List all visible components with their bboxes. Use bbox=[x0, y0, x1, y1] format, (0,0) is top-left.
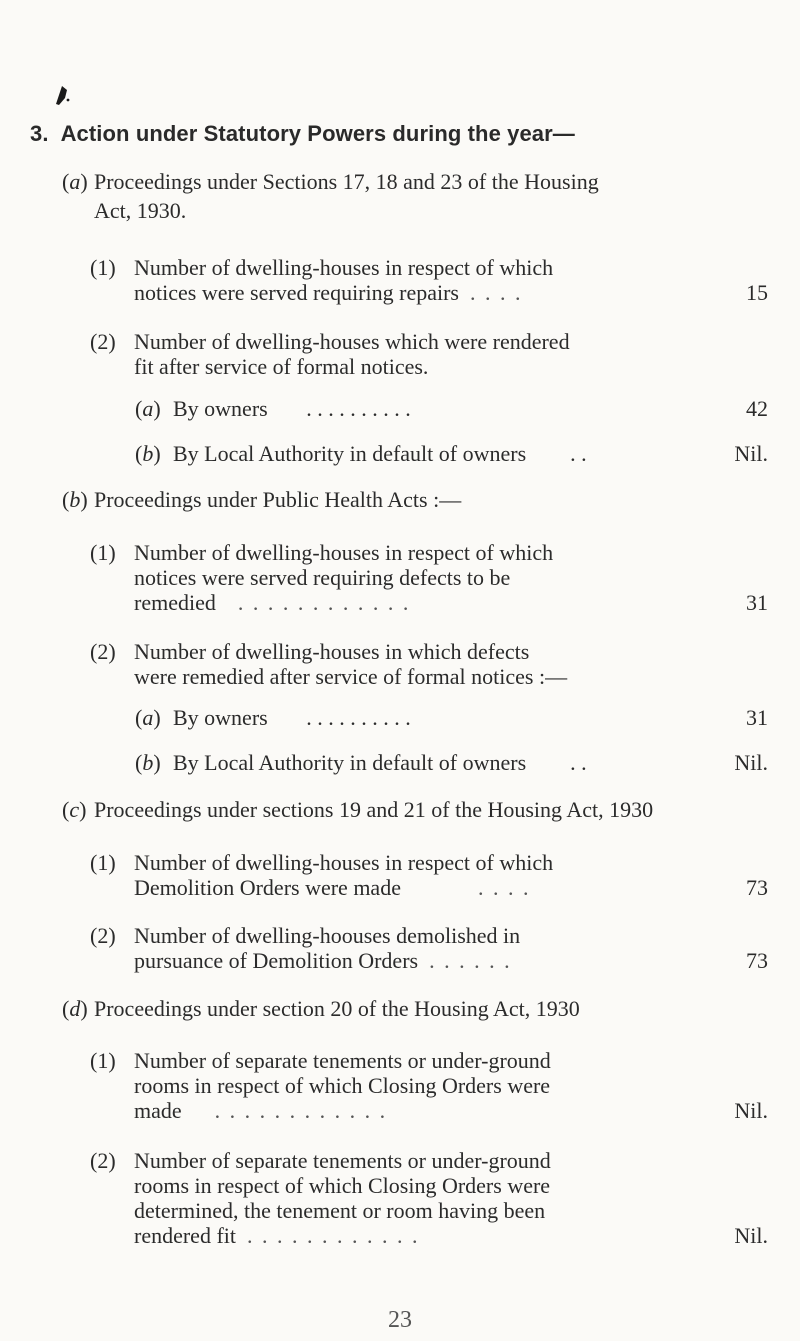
heading-number: 3. bbox=[30, 121, 49, 146]
section-a-sub-a: (a) By owners . . . . . . . . . . bbox=[135, 396, 411, 421]
section-d-item-1: (1) Number of separate tenements or under-ground rooms in respect of which Closing Orders were made . . . . . . . . . . . . bbox=[90, 1048, 551, 1123]
section-b-sub-b: (b) By Local Authority in default of owners . . bbox=[135, 750, 587, 775]
section-a-sub-b: (b) By Local Authority in default of owners . . bbox=[135, 441, 587, 466]
section-b-sub-b-value: Nil. bbox=[734, 750, 768, 775]
section-b-item-1: (1) Number of dwelling-houses in respect of which notices were served requiring defects to be remedied . . . . . . . . . . . . bbox=[90, 540, 554, 615]
ink-mark-icon bbox=[53, 84, 71, 106]
section-b-title: (b) Proceedings under Public Health Acts :— bbox=[62, 487, 462, 512]
page-number: 23 bbox=[388, 1307, 412, 1333]
section-b-item-2: (2) Number of dwelling-houses in which defects were remedied after service of formal notices :— bbox=[90, 639, 568, 689]
section-c-item-2-value: 73 bbox=[746, 948, 768, 973]
section-d-item-1-value: Nil. bbox=[734, 1098, 768, 1123]
heading-text: Action under Statutory Powers during the year— bbox=[60, 121, 575, 146]
section-a-item-2: (2) Number of dwelling-houses which were rendered fit after service of formal notices. bbox=[90, 329, 570, 379]
section-b-sub-a: (a) By owners . . . . . . . . . . bbox=[135, 705, 411, 730]
section-d-title: (d) Proceedings under section 20 of the Housing Act, 1930 bbox=[62, 996, 580, 1021]
section-a-title: (a) Proceedings under Sections 17, 18 and 23 of the Housing Act, 1930. bbox=[62, 169, 599, 223]
section-a-sub-a-value: 42 bbox=[746, 396, 768, 421]
section-a-sub-b-value: Nil. bbox=[734, 441, 768, 466]
section-a-item-1: (1) Number of dwelling-houses in respect of which notices were served requiring repairs . . . . bbox=[90, 255, 554, 305]
section-c-item-1: (1) Number of dwelling-houses in respect of which Demolition Orders were made . . . . bbox=[90, 850, 554, 900]
section-c-item-2: (2) Number of dwelling-hoouses demolished in pursuance of Demolition Orders . . . . . . bbox=[90, 923, 521, 973]
section-a-item-1-value: 15 bbox=[746, 280, 768, 305]
section-b-sub-a-value: 31 bbox=[746, 705, 768, 730]
section-c-title: (c) Proceedings under sections 19 and 21 of the Housing Act, 1930 bbox=[62, 797, 654, 822]
section-d-item-2: (2) Number of separate tenements or under-ground rooms in respect of which Closing Orders were determined, the tenement or room having been rendered fit . . . . . . . . . . . . bbox=[90, 1148, 551, 1248]
section-d-item-2-value: Nil. bbox=[734, 1223, 768, 1248]
section-heading bbox=[30, 121, 575, 147]
section-c-item-1-value: 73 bbox=[746, 875, 768, 900]
section-b-item-1-value: 31 bbox=[746, 590, 768, 615]
